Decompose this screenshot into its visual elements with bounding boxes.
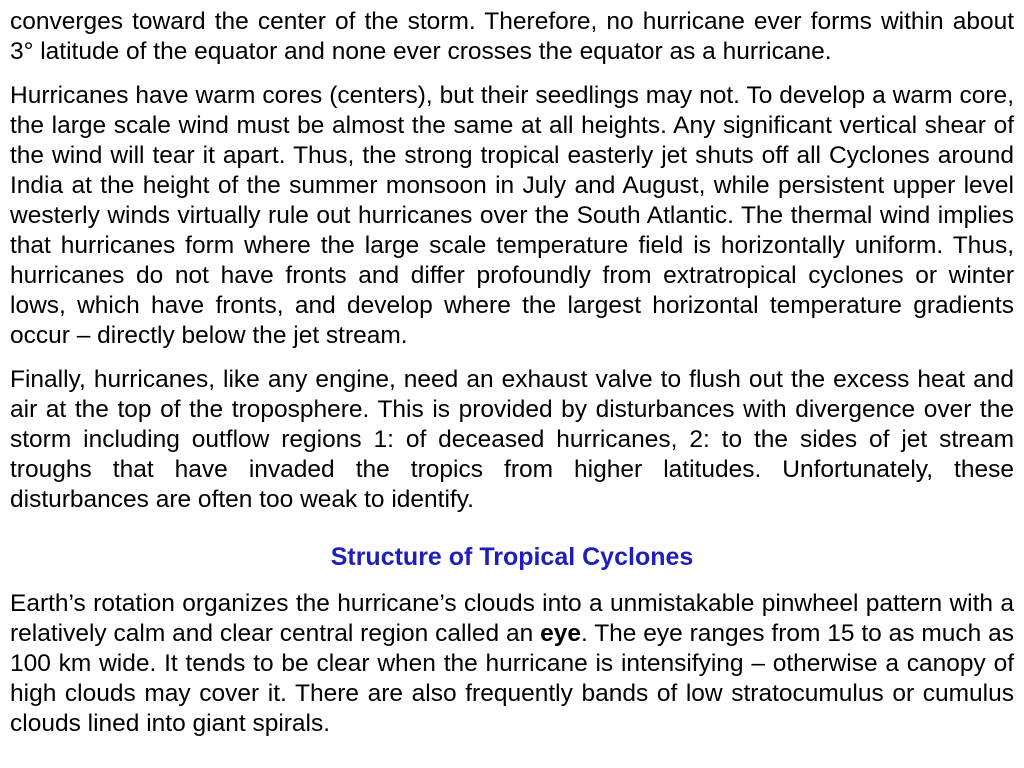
text-segment: Earth’s rotation organizes the hurricane’s clouds into a unmistakable pinwheel pattern with a relatively calm and clear central region called an (10, 590, 1014, 647)
paragraph-warm-cores (10, 81, 1014, 351)
paragraph-storm-center (10, 7, 1014, 67)
paragraph-exhaust-valve (10, 365, 1014, 515)
text-segment: Finally, hurricanes, like any engine, need an exhaust valve to flush out the excess heat and air at the top of the troposphere. This is provided by disturbances with divergence over the storm including outflow regions 1: of deceased hurricanes, 2: to the sides of jet stream troughs that have invaded the tropics from higher latitudes. Unfortunately, these disturbances are often too weak to identify. (10, 366, 1014, 513)
text-segment: Hurricanes have warm cores (centers), but their seedlings may not. To develop a warm core, the large scale wind must be almost the same at all heights. Any significant vertical shear of the wind will tear it apart. Thus, the strong tropical easterly jet shuts off all Cyclones around India at the height of the summer monsoon in July and August, while persistent upper level westerly winds virtually rule out hurricanes over the South Atlantic. The thermal wind implies that hurricanes form where the large scale temperature field is horizontally uniform. Thus, hurricanes do not have fronts and differ profoundly from extratropical cyclones or winter lows, which have fronts, and develop where the largest horizontal temperature gradients occur – directly below the jet stream. (10, 82, 1014, 349)
paragraph-eye-structure (10, 589, 1014, 739)
bold-term: eye (540, 620, 581, 647)
text-segment: converges toward the center of the storm. Therefore, no hurricane ever forms within about 3° latitude of the equator and none ever crosses the equator as a hurricane. (10, 8, 1014, 65)
text-segment: . The eye ranges from 15 to as much as 100 km wide. It tends to be clear when the hurricane is intensifying – otherwise a canopy of high clouds may cover it. There are also frequently bands of low stratocumulus or cumulus clouds lined into giant spirals. (10, 620, 1014, 737)
section-heading: Structure of Tropical Cyclones (330, 543, 694, 571)
